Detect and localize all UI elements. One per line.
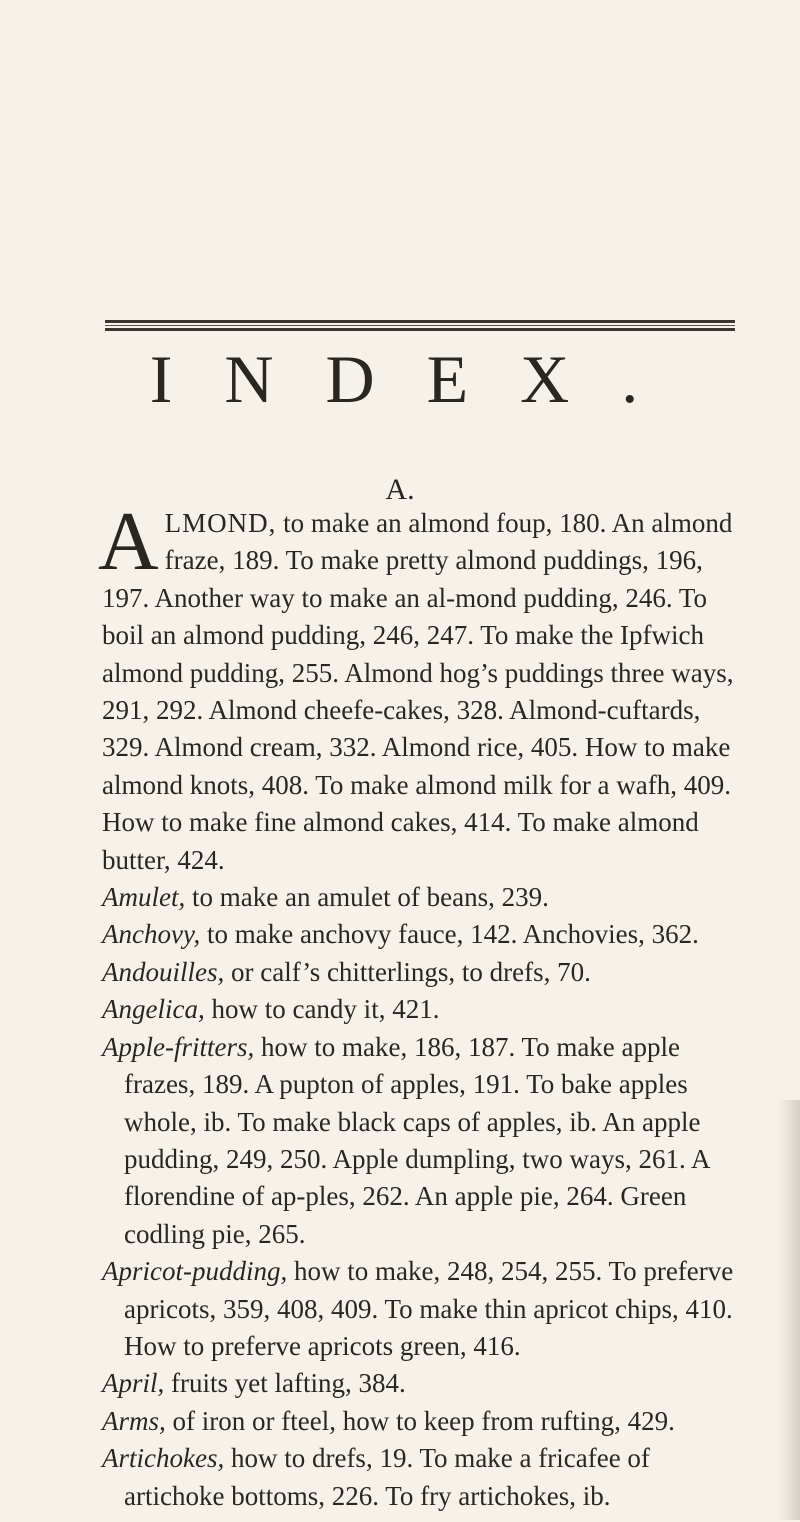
index-entry-angelica: [102, 991, 742, 1028]
entry-keyword: April,: [102, 1368, 165, 1399]
index-entry-apricot-pudding: [102, 1253, 742, 1365]
entry-keyword: Anchovy,: [102, 919, 201, 950]
entry-keyword: Arms,: [102, 1405, 166, 1436]
entry-keyword: LMOND,: [164, 508, 277, 538]
entry-keyword: Angelica,: [102, 994, 205, 1025]
entry-text: how to make, 186, 187. To make apple frazes, 189. A pupton of apples, 191. To bake apples whole, ib. To make black caps of apples, ib. An apple pudding, 249, 250. Apple dumpling, two ways, 261. A florendine of ap-ples, 262. An apple pie, 264. Green codling pie, 265.: [124, 1031, 710, 1249]
index-entry-arms: [102, 1403, 742, 1440]
index-entry-almond: [98, 495, 742, 879]
index-entries: [98, 495, 742, 1515]
entry-keyword: Apple-fritters,: [102, 1031, 255, 1062]
index-entry-april: [102, 1365, 742, 1402]
entry-text: how to drefs, 19. To make a fricafee of artichoke bottoms, 226. To fry artichokes, ib.: [124, 1443, 650, 1511]
page-title: INDEX.: [149, 341, 691, 417]
decorative-rule: [105, 320, 735, 332]
page-edge-shadow: [778, 1100, 800, 1520]
index-entry-andouilles: [102, 954, 742, 991]
entry-keyword: Apricot-pudding,: [102, 1256, 288, 1287]
entry-text: how to candy it, 421.: [204, 994, 440, 1025]
entry-text: to make an amulet of beans, 239.: [185, 882, 549, 913]
entry-keyword: Andouilles,: [102, 956, 225, 987]
index-entry-anchovy: [102, 916, 742, 953]
section-letter: A.: [385, 473, 415, 506]
entry-text: to make anchovy fauce, 142. Anchovies, 362.: [200, 919, 699, 950]
entry-keyword: Artichokes,: [102, 1443, 225, 1474]
entry-keyword: Amulet,: [102, 882, 186, 913]
entry-text: fruits yet lafting, 384.: [164, 1368, 406, 1399]
index-entry-amulet: [102, 879, 742, 916]
entry-text: or calf’s chitterlings, to drefs, 70.: [224, 956, 591, 987]
entry-text: how to make, 248, 254, 255. To preferve apricots, 359, 408, 409. To make thin apricot chips, 410. How to preferve apricots green, 416.: [124, 1256, 734, 1361]
entry-text: of iron or fteel, how to keep from rufting, 429.: [165, 1405, 675, 1436]
entry-text: to make an almond foup, 180. An almond fraze, 189. To make pretty almond puddings, 196, 197. Another way to make an al-mond pudding, 246. To boil an almond pudding, 246, 247. To make the Ipfwich almond pudding, 255. Almond hog’s puddings three ways, 291, 292. Almond cheefe-cakes, 328. Almond-cuftards, 329. Almond cream, 332. Almond rice, 405. How to make almond knots, 408. To make almond milk for a wafh, 409. How to make fine almond cakes, 414. To make almond butter, 424.: [102, 508, 734, 875]
drop-cap: A: [98, 495, 159, 588]
index-entry-apple-fritters: [102, 1029, 742, 1253]
index-entry-artichokes: [102, 1440, 742, 1515]
